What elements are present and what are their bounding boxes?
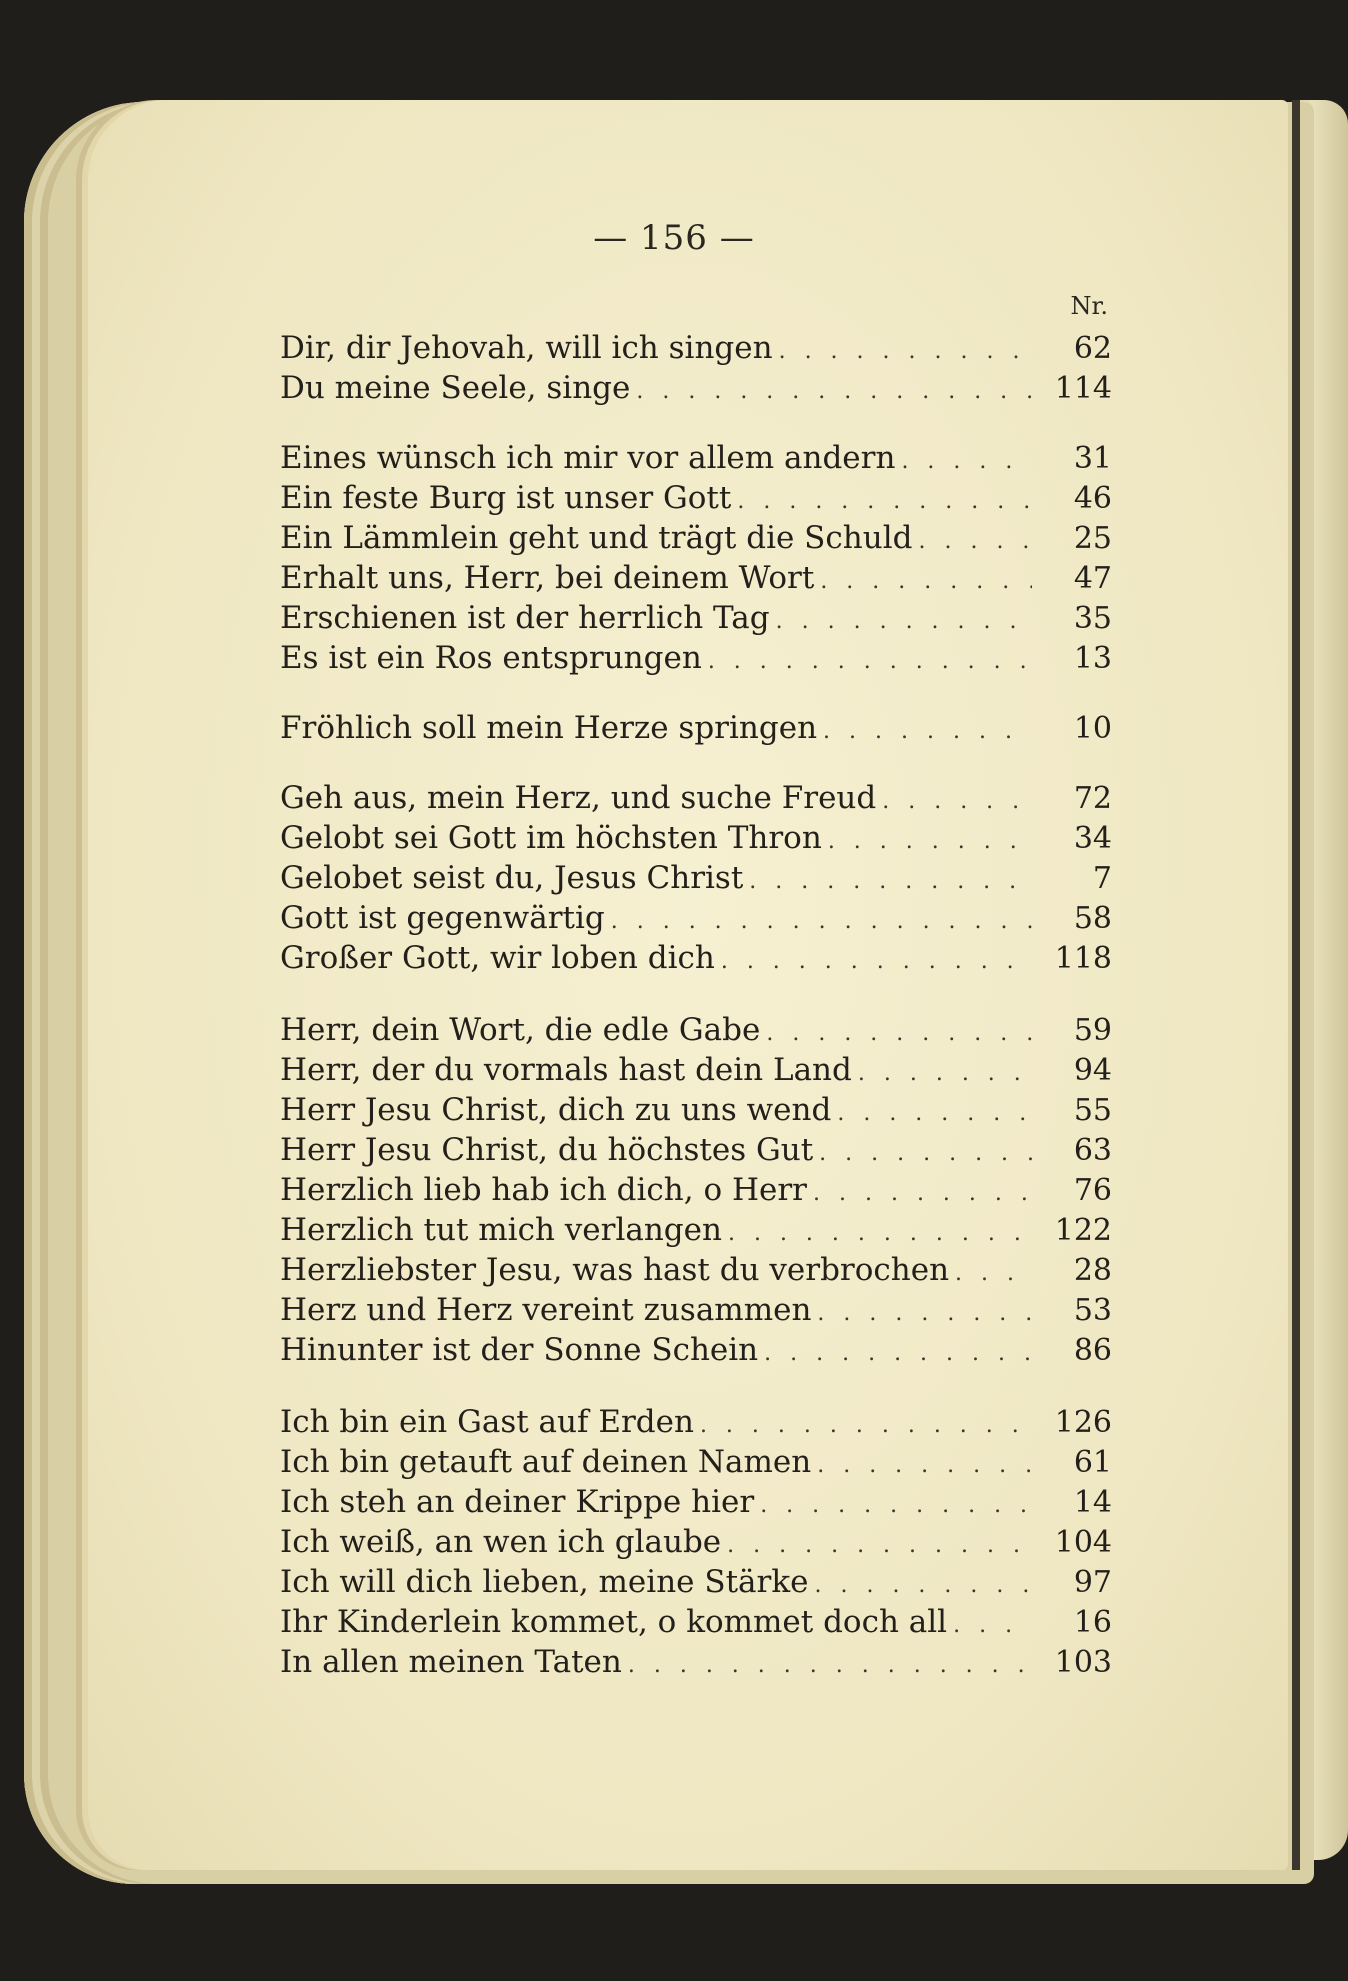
dot-leader bbox=[823, 719, 1032, 744]
index-entry bbox=[280, 560, 1112, 600]
entry-title: Herzliebster Jesu, was hast du verbrochen bbox=[280, 1252, 950, 1288]
index-entry bbox=[280, 640, 1112, 680]
index-entry bbox=[280, 940, 1112, 980]
entry-title: Eines wünsch ich mir vor allem andern bbox=[280, 440, 896, 476]
entry-number: 94 bbox=[1073, 1053, 1112, 1088]
dot-leader bbox=[636, 379, 1032, 404]
entry-number: 59 bbox=[1073, 1013, 1112, 1048]
dot-leader bbox=[817, 1301, 1032, 1326]
dot-leader bbox=[737, 489, 1032, 514]
entry-number: 61 bbox=[1073, 1445, 1112, 1480]
entry-number: 118 bbox=[1054, 941, 1112, 976]
entry-title: Ein feste Burg ist unser Gott bbox=[280, 480, 732, 516]
entry-title: Ihr Kinderlein kommet, o kommet doch all bbox=[280, 1604, 948, 1640]
entry-number: 25 bbox=[1073, 521, 1112, 556]
entry-number: 7 bbox=[1092, 861, 1112, 896]
dot-leader bbox=[776, 609, 1032, 634]
index-entry bbox=[280, 1404, 1112, 1444]
index-entry bbox=[280, 1292, 1112, 1332]
entry-title: Geh aus, mein Herz, und suche Freud bbox=[280, 780, 877, 816]
entry-number: 72 bbox=[1073, 781, 1112, 816]
index-entry bbox=[280, 820, 1112, 860]
dot-leader bbox=[728, 1221, 1032, 1246]
index-entry bbox=[280, 710, 1112, 750]
entry-title: Ich steh an deiner Krippe hier bbox=[280, 1484, 755, 1520]
page-number: — 156 — bbox=[593, 218, 755, 258]
dot-leader bbox=[611, 909, 1032, 934]
index-entry bbox=[280, 1172, 1112, 1212]
entry-number: 28 bbox=[1073, 1253, 1112, 1288]
entry-number: 76 bbox=[1073, 1173, 1112, 1208]
entry-title: Herz und Herz vereint zusammen bbox=[280, 1292, 812, 1328]
dot-leader bbox=[814, 1573, 1032, 1598]
dot-leader bbox=[918, 529, 1032, 554]
dot-leader bbox=[901, 449, 1032, 474]
dot-leader bbox=[819, 1141, 1032, 1166]
entry-number: 122 bbox=[1054, 1213, 1112, 1248]
entry-title: Herr, der du vormals hast dein Land bbox=[280, 1052, 852, 1088]
entry-number: 35 bbox=[1073, 601, 1112, 636]
entry-number: 10 bbox=[1073, 711, 1112, 746]
entry-number: 126 bbox=[1054, 1405, 1112, 1440]
hymn-index bbox=[280, 0, 1112, 1981]
column-heading-number: Nr. bbox=[1070, 292, 1108, 320]
index-entry bbox=[280, 1212, 1112, 1252]
entry-number: 53 bbox=[1073, 1293, 1112, 1328]
index-entry bbox=[280, 440, 1112, 480]
index-entry bbox=[280, 1524, 1112, 1564]
entry-title: Ein Lämmlein geht und trägt die Schuld bbox=[280, 520, 913, 556]
entry-title: Herr, dein Wort, die edle Gabe bbox=[280, 1012, 761, 1048]
index-entry bbox=[280, 480, 1112, 520]
dot-leader bbox=[813, 1181, 1032, 1206]
index-entry bbox=[280, 1484, 1112, 1524]
entry-title: Erhalt uns, Herr, bei deinem Wort bbox=[280, 560, 815, 596]
dot-leader bbox=[628, 1653, 1032, 1678]
entry-number: 34 bbox=[1073, 821, 1112, 856]
dot-leader bbox=[760, 1493, 1032, 1518]
index-entry bbox=[280, 370, 1112, 410]
entry-title: Gelobt sei Gott im höchsten Thron bbox=[280, 820, 822, 856]
entry-title: Du meine Seele, singe bbox=[280, 370, 631, 406]
entry-number: 55 bbox=[1073, 1093, 1112, 1128]
index-entry bbox=[280, 780, 1112, 820]
index-entry bbox=[280, 330, 1112, 370]
entry-number: 47 bbox=[1073, 561, 1112, 596]
dot-leader bbox=[828, 829, 1032, 854]
entry-number: 62 bbox=[1073, 331, 1112, 366]
dot-leader bbox=[749, 869, 1032, 894]
index-entry bbox=[280, 1092, 1112, 1132]
entry-title: Dir, dir Jehovah, will ich singen bbox=[280, 330, 773, 366]
dot-leader bbox=[837, 1101, 1032, 1126]
dot-leader bbox=[882, 789, 1032, 814]
entry-title: Ich will dich lieben, meine Stärke bbox=[280, 1564, 809, 1600]
index-entry bbox=[280, 1132, 1112, 1172]
entry-title: Es ist ein Ros entsprungen bbox=[280, 640, 702, 676]
index-entry bbox=[280, 1604, 1112, 1644]
dot-leader bbox=[955, 1261, 1032, 1286]
entry-title: Ich bin ein Gast auf Erden bbox=[280, 1404, 694, 1440]
entry-number: 58 bbox=[1073, 901, 1112, 936]
index-entry bbox=[280, 600, 1112, 640]
entry-number: 104 bbox=[1054, 1525, 1112, 1560]
dot-leader bbox=[953, 1613, 1032, 1638]
dot-leader bbox=[708, 649, 1032, 674]
index-entry bbox=[280, 1564, 1112, 1604]
entry-title: In allen meinen Taten bbox=[280, 1644, 622, 1680]
entry-title: Fröhlich soll mein Herze springen bbox=[280, 710, 818, 746]
entry-title: Großer Gott, wir loben dich bbox=[280, 940, 715, 976]
book-gutter bbox=[1292, 100, 1300, 1870]
dot-leader bbox=[817, 1453, 1032, 1478]
index-entry bbox=[280, 860, 1112, 900]
entry-title: Herzlich tut mich verlangen bbox=[280, 1212, 722, 1248]
entry-title: Herzlich lieb hab ich dich, o Herr bbox=[280, 1172, 807, 1208]
dot-leader bbox=[764, 1341, 1032, 1366]
entry-title: Hinunter ist der Sonne Schein bbox=[280, 1332, 759, 1368]
entry-number: 46 bbox=[1073, 481, 1112, 516]
dot-leader bbox=[858, 1061, 1032, 1086]
entry-number: 86 bbox=[1073, 1333, 1112, 1368]
entry-title: Gelobet seist du, Jesus Christ bbox=[280, 860, 744, 896]
index-entry bbox=[280, 1644, 1112, 1684]
entry-number: 114 bbox=[1054, 371, 1112, 406]
index-entry bbox=[280, 1332, 1112, 1372]
entry-number: 103 bbox=[1054, 1645, 1112, 1680]
dot-leader bbox=[766, 1021, 1032, 1046]
entry-title: Gott ist gegenwärtig bbox=[280, 900, 605, 936]
index-entry bbox=[280, 1252, 1112, 1292]
entry-title: Erschienen ist der herrlich Tag bbox=[280, 600, 770, 636]
entry-number: 14 bbox=[1073, 1485, 1112, 1520]
entry-number: 97 bbox=[1073, 1565, 1112, 1600]
entry-number: 31 bbox=[1073, 441, 1112, 476]
index-entry bbox=[280, 520, 1112, 560]
entry-title: Ich weiß, an wen ich glaube bbox=[280, 1524, 722, 1560]
entry-title: Herr Jesu Christ, dich zu uns wend bbox=[280, 1092, 832, 1128]
dot-leader bbox=[820, 569, 1032, 594]
index-entry bbox=[280, 900, 1112, 940]
dot-leader bbox=[727, 1533, 1032, 1558]
dot-leader bbox=[700, 1413, 1032, 1438]
entry-title: Herr Jesu Christ, du höchstes Gut bbox=[280, 1132, 814, 1168]
index-entry bbox=[280, 1444, 1112, 1484]
dot-leader bbox=[721, 949, 1032, 974]
entry-title: Ich bin getauft auf deinen Namen bbox=[280, 1444, 812, 1480]
index-entry bbox=[280, 1052, 1112, 1092]
index-entry bbox=[280, 1012, 1112, 1052]
dot-leader bbox=[779, 339, 1032, 364]
entry-number: 13 bbox=[1073, 641, 1112, 676]
entry-number: 16 bbox=[1073, 1605, 1112, 1640]
entry-number: 63 bbox=[1073, 1133, 1112, 1168]
